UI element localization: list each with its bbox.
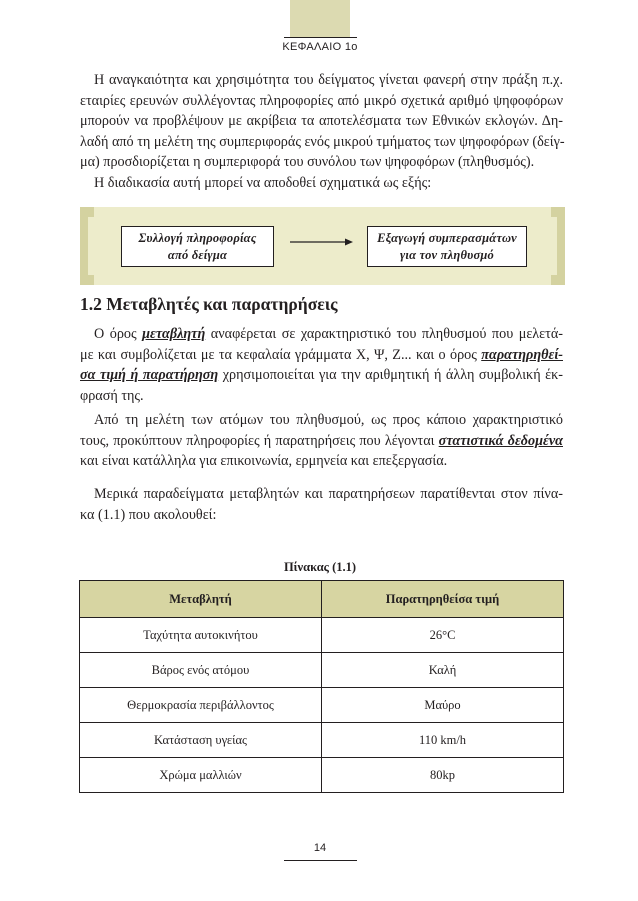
chapter-rule	[284, 37, 357, 38]
value-cell: Καλή	[322, 653, 564, 688]
intro-line: εταιρίες ερευνών συλλέγοντας πληροφορίες από μικρό σχετικά αριθμό ψηφοφόρων	[80, 92, 563, 109]
table-row	[80, 688, 564, 723]
examples-line: κα (1.1) που ακολουθεί:	[80, 506, 217, 523]
diagram-bracket-right	[551, 207, 565, 285]
variable-definition-paragraph	[80, 324, 563, 406]
text-run: τους, προκύπτουν πληροφορίες ή παρατηρήσεις που λέγονται	[80, 432, 439, 449]
table-row	[80, 758, 564, 793]
definition-line: φρασή της.	[80, 387, 144, 404]
chapter-header: ΚΕΦΑΛΑΙΟ 1ο	[282, 41, 358, 53]
intro-line: Η αναγκαιότητα και χρησιμότητα του δείγματος γίνεται φανερή στην πράξη π.χ.	[94, 72, 563, 88]
value-cell: 80kp	[322, 758, 564, 793]
term-variable: μεταβλητή	[142, 326, 206, 342]
term-observation: σα τιμή ή παρατήρηση	[80, 367, 219, 383]
section-title: 1.2 Μεταβλητές και παρατηρήσεις	[80, 294, 338, 314]
value-cell: 26°C	[322, 618, 564, 653]
intro-line: λαδή από τη μελέτη της συμπεριφοράς ενός μικρού τμήματος των ψηφοφόρων (δείγ-	[80, 133, 565, 150]
variable-cell: Ταχύτητα αυτοκινήτου	[80, 618, 322, 653]
data-line: και είναι κατάλληλα για επικοινωνία, ερμηνεία και επεξεργασία.	[80, 453, 448, 469]
data-line	[80, 431, 563, 452]
definition-line	[80, 345, 563, 366]
table-row	[80, 723, 564, 758]
diagram-box-population-line1: Εξαγωγή συμπερασμάτων	[377, 231, 517, 245]
data-line: Από τη μελέτη των ατόμων του πληθυσμού, ως προς κάποιο χαρακτηριστικό	[94, 412, 563, 428]
intro-line: μπορούν να προβλέψουν με ακρίβεια τα αποτελέσματα των Εθνικών εκλογών. Δη-	[80, 113, 563, 129]
variable-cell: Βάρος ενός ατόμου	[80, 653, 322, 688]
intro-diagram-lead	[94, 173, 564, 194]
table-row	[80, 653, 564, 688]
page-number-rule	[284, 860, 357, 861]
text-run: Ο όρος	[94, 326, 143, 342]
statistical-data-paragraph	[80, 410, 563, 472]
diagram-box-population-line2: για τον πληθυσμό	[400, 248, 494, 262]
term-observed-value: παρατηρηθεί-	[481, 346, 563, 363]
diagram-box-population	[367, 226, 527, 267]
variable-cell: Χρώμα μαλλιών	[80, 758, 322, 793]
diagram-arrow	[290, 237, 354, 247]
intro-paragraph	[80, 70, 563, 173]
text-run: χρησιμοποιείται για την αριθμητική ή άλλη συμβολική έκ-	[218, 367, 563, 383]
intro-line: μα) προσδιορίζεται η συμπεριφορά του συνόλου των ψηφοφόρων (πληθυσμός).	[80, 154, 535, 170]
text-run: αναφέρεται σε χαρακτηριστικό του πληθυσμού που μελετά-	[205, 326, 563, 342]
intro-line: Η διαδικασία αυτή μπορεί να αποδοθεί σχηματικά ως εξής:	[94, 175, 432, 191]
table-row	[80, 618, 564, 653]
column-header-observed-value: Παρατηρηθείσα τιμή	[322, 581, 564, 618]
definition-line	[80, 365, 563, 386]
definition-line	[80, 324, 563, 345]
value-cell: 110 km/h	[322, 723, 564, 758]
term-statistical-data: στατιστικά δεδομένα	[438, 432, 563, 449]
diagram-bracket-left	[80, 207, 94, 285]
examples-paragraph	[80, 484, 563, 525]
column-header-variable: Μεταβλητή	[80, 581, 322, 618]
diagram-box-sample-line1: Συλλογή πληροφορίας	[138, 231, 257, 245]
table-header-row	[80, 581, 564, 618]
variable-cell: Κατάσταση υγείας	[80, 723, 322, 758]
chapter-tab	[290, 0, 350, 37]
examples-line: Μερικά παραδείγματα μεταβλητών και παρατηρήσεων παρατίθενται στον πίνα-	[94, 486, 563, 502]
value-cell: Μαύρο	[322, 688, 564, 723]
variables-table	[79, 580, 564, 793]
table-caption: Πίνακας (1.1)	[283, 560, 357, 574]
variable-cell: Θερμοκρασία περιβάλλοντος	[80, 688, 322, 723]
page-number: 14	[313, 842, 327, 854]
diagram-box-sample-line2: από δείγμα	[167, 248, 228, 262]
diagram-box-sample	[121, 226, 274, 267]
text-run: με και συμβολίζεται με τα κεφαλαία γράμματα Χ, Ψ, Ζ... και ο όρος	[80, 346, 482, 363]
